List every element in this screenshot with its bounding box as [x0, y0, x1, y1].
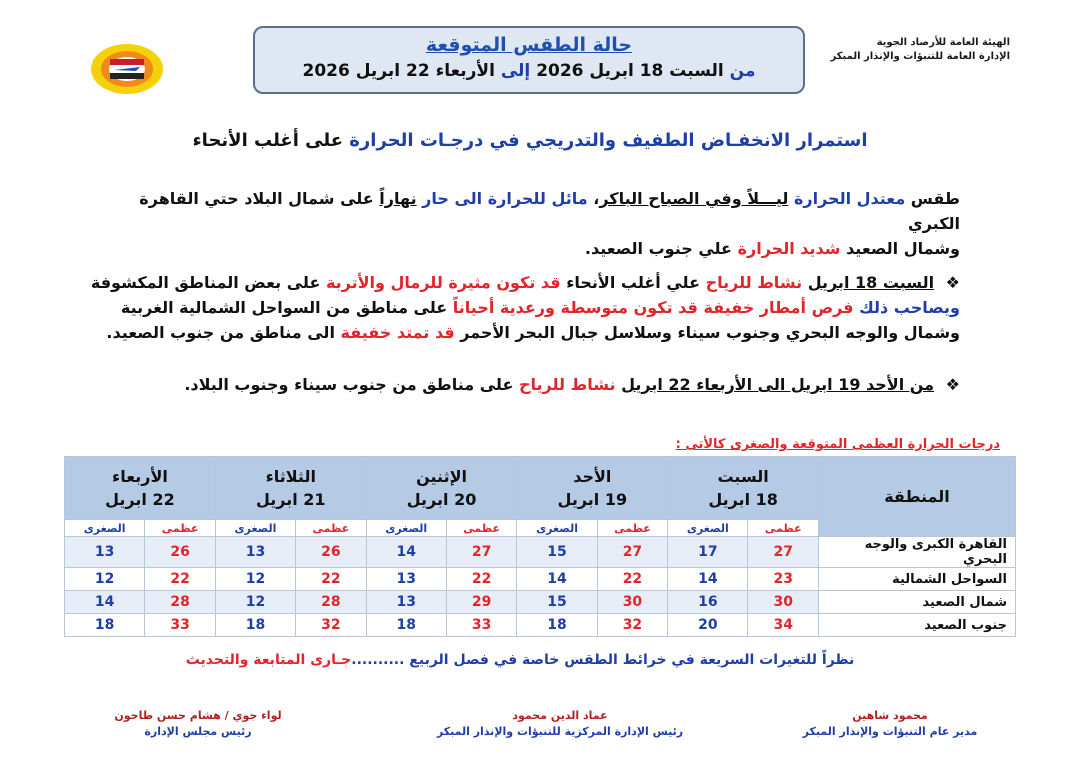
day-header: السبت 18 ابريل	[668, 457, 819, 520]
region-header: المنطقة	[819, 457, 1016, 537]
table-row: السواحل الشمالية 23 14 22 14 22 13 22 12 22 12	[65, 568, 1016, 591]
bullet-icon: ❖	[945, 375, 960, 394]
forecast-sheet	[48, 12, 1040, 752]
title-box	[253, 26, 805, 94]
organization-name: الهيئة العامة للأرصاد الجوية الإدارة العامة للتنبؤات والإنذار المبكر	[830, 37, 1010, 62]
table-row: القاهرة الكبرى والوجه البحري 27 17 27 15 27 14 26 13 26 13	[65, 537, 1016, 568]
table-header-row	[65, 457, 1016, 520]
signature-block: محمود شاهين مدير عام التنبؤات والإنذار المبكر	[802, 709, 978, 738]
headline: استمرار الانخفـاض الطفيف والتدريجي في درجـات الحرارة على أغلب الأنحاء	[192, 130, 868, 151]
day-header: الأربعاء 22 ابريل	[65, 457, 216, 520]
meteorology-logo-icon	[88, 42, 166, 96]
temperature-table	[64, 456, 1016, 637]
day-header: الإثنين 20 ابريل	[366, 457, 517, 520]
table-subheader-row: عظمى الصغرى عظمى الصغرى عظمى الصغرى عظمى الصغرى عظمى الصغرى	[65, 520, 1016, 537]
day-header: الأحد 19 ابريل	[517, 457, 668, 520]
date-range: من السبت 18 ابريل 2026 إلى الأربعاء 22 ابريل 2026	[302, 61, 756, 81]
sunday-wednesday-forecast: ❖ من الأحد 19 ابريل الى الأربعاء 22 ابريل نشاط للرياح على مناطق من جنوب سيناء وجنوب البلاد.	[184, 375, 960, 394]
day-header: الثلاثاء 21 ابريل	[215, 457, 366, 520]
table-caption: درجات الحرارة العظمى المتوقعة والصغرى كالأتى :	[675, 437, 1000, 452]
update-note: نظراً للتغيرات السريعة في خرائط الطقس خاصة في فصل الربيع ..........جـارى المتابعة والتحديث	[185, 652, 855, 668]
table-row: شمال الصعيد 30 16 30 15 29 13 28 12 28 14	[65, 591, 1016, 614]
signature-block: لواء جوي / هشام حسن طاحون رئيس مجلس الإدارة	[114, 709, 282, 738]
signature-block: عماد الدين محمود رئيس الإدارة المركزية للتنبؤات والإنذار المبكر	[436, 709, 684, 738]
saturday-forecast: ❖ السبت 18 ابريل نشاط للرياح علي أغلب الأنحاء قد تكون مثيرة للرمال والأتربة على بعض المناطق المكشوفة ويصاحب ذلك فرص أمطار خفيفة قد تكون متوسطة ورعدية أحياناً على مناطق من السواحل الشمالية الغربية وشمال والوجه البحري وجنوب سيناء وسلاسل جبال البحر الأحمر قد تمتد خفيفة الى مناطق من جنوب الصعيد.	[90, 273, 960, 342]
general-forecast: طقس معتدل الحرارة ليـــلاً وفي الصباح الباكر، مائل للحرارة الى حار نهاراً على شمال البلاد حتي القاهرة الكبري وشمال الصعيد شديد الحرارة علي جنوب الصعيد.	[139, 189, 960, 258]
page-title: حالة الطقس المتوقعة	[425, 34, 633, 56]
bullet-icon: ❖	[945, 273, 960, 292]
table-row: جنوب الصعيد 34 20 32 18 33 18 32 18 33 18	[65, 614, 1016, 637]
